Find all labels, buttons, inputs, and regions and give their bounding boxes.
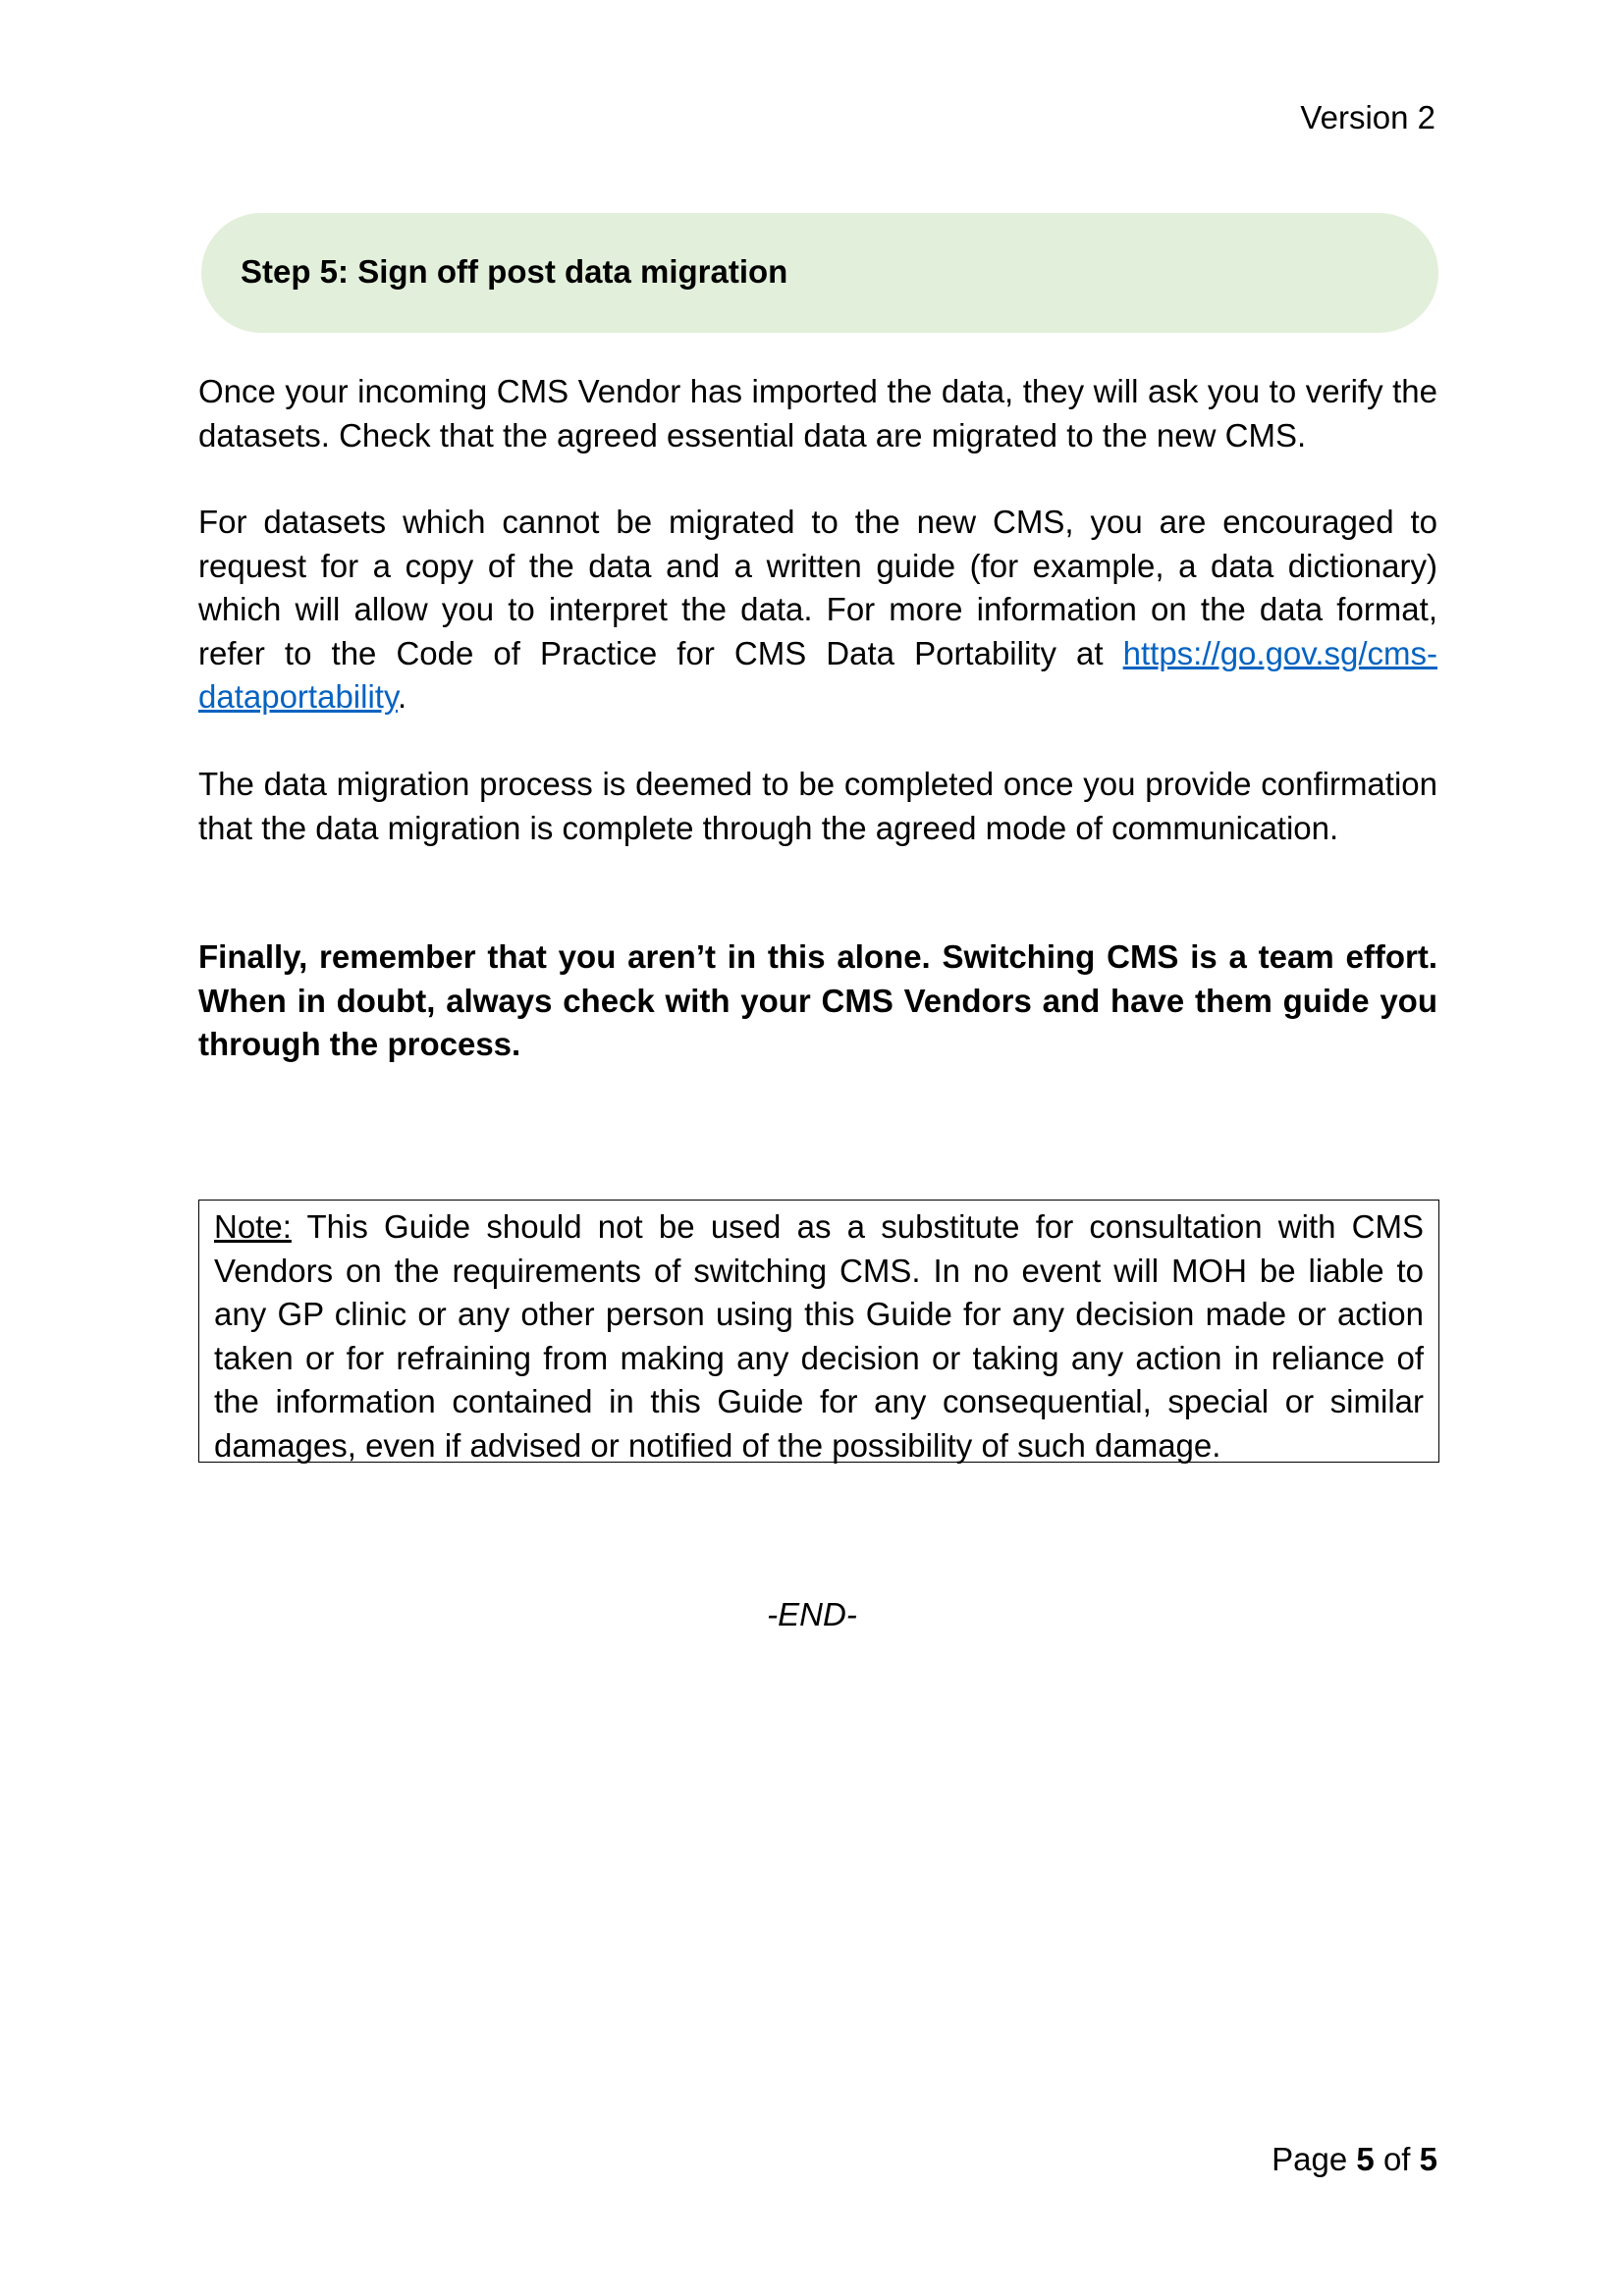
paragraph-closing-reminder — [198, 935, 1437, 1067]
of-word: of — [1382, 2141, 1411, 2177]
paragraph-text — [198, 501, 1437, 720]
paragraph-verify-datasets — [198, 370, 1437, 457]
paragraph-text: Finally, remember that you aren’t in this alone. Switching CMS is a team effort. When in doubt, always check with your CMS Vendors and have them guide you through the process. — [198, 938, 1437, 1062]
version-label: Version 2 — [1300, 99, 1435, 135]
total-pages-number: 5 — [1419, 2141, 1437, 2177]
paragraph-text-end: . — [398, 678, 407, 715]
step-title: Step 5: Sign off post data migration — [241, 253, 788, 290]
paragraph-text: Once your incoming CMS Vendor has imported the data, they will ask you to verify the datasets. Check that the agreed essential data are migrated to the new CMS. — [198, 373, 1437, 454]
paragraph-text: The data migration process is deemed to be completed once you provide confirmation that the data migration is complete through the agreed mode of communication. — [198, 766, 1437, 846]
step-banner — [201, 213, 1438, 333]
disclaimer-note-box — [198, 1200, 1439, 1463]
page-footer — [1272, 2140, 1437, 2179]
note-text: This Guide should not be used as a substitute for consultation with CMS Vendors on the requirements of switching CMS. In no event will MOH be liable to any GP clinic or any other person using this Guide for any decision made or action taken or for refraining from making any decision or taking any action in reliance of the information contained in this Guide for any consequential, special or similar damages, even if advised or notified of the possibility of such damage. — [214, 1208, 1424, 1464]
data-portability-link[interactable]: https://go.gov.sg/cms-dataportability — [198, 634, 1437, 715]
note-label: Note: — [214, 1208, 292, 1245]
paragraph-completion — [198, 763, 1437, 850]
paragraph-non-migrated-datasets — [198, 501, 1437, 720]
paragraph-text-body: For datasets which cannot be migrated to the new CMS, you are encouraged to request for a copy of the data and a written guide (for example, a data dictionary) which will allow you to interpret the data. For more information on the data format, refer to the Code of Practice for CMS Data Portability at — [198, 504, 1437, 671]
page-word: Page — [1272, 2141, 1348, 2177]
end-mark: -END- — [767, 1596, 857, 1632]
current-page-number: 5 — [1356, 2141, 1375, 2177]
